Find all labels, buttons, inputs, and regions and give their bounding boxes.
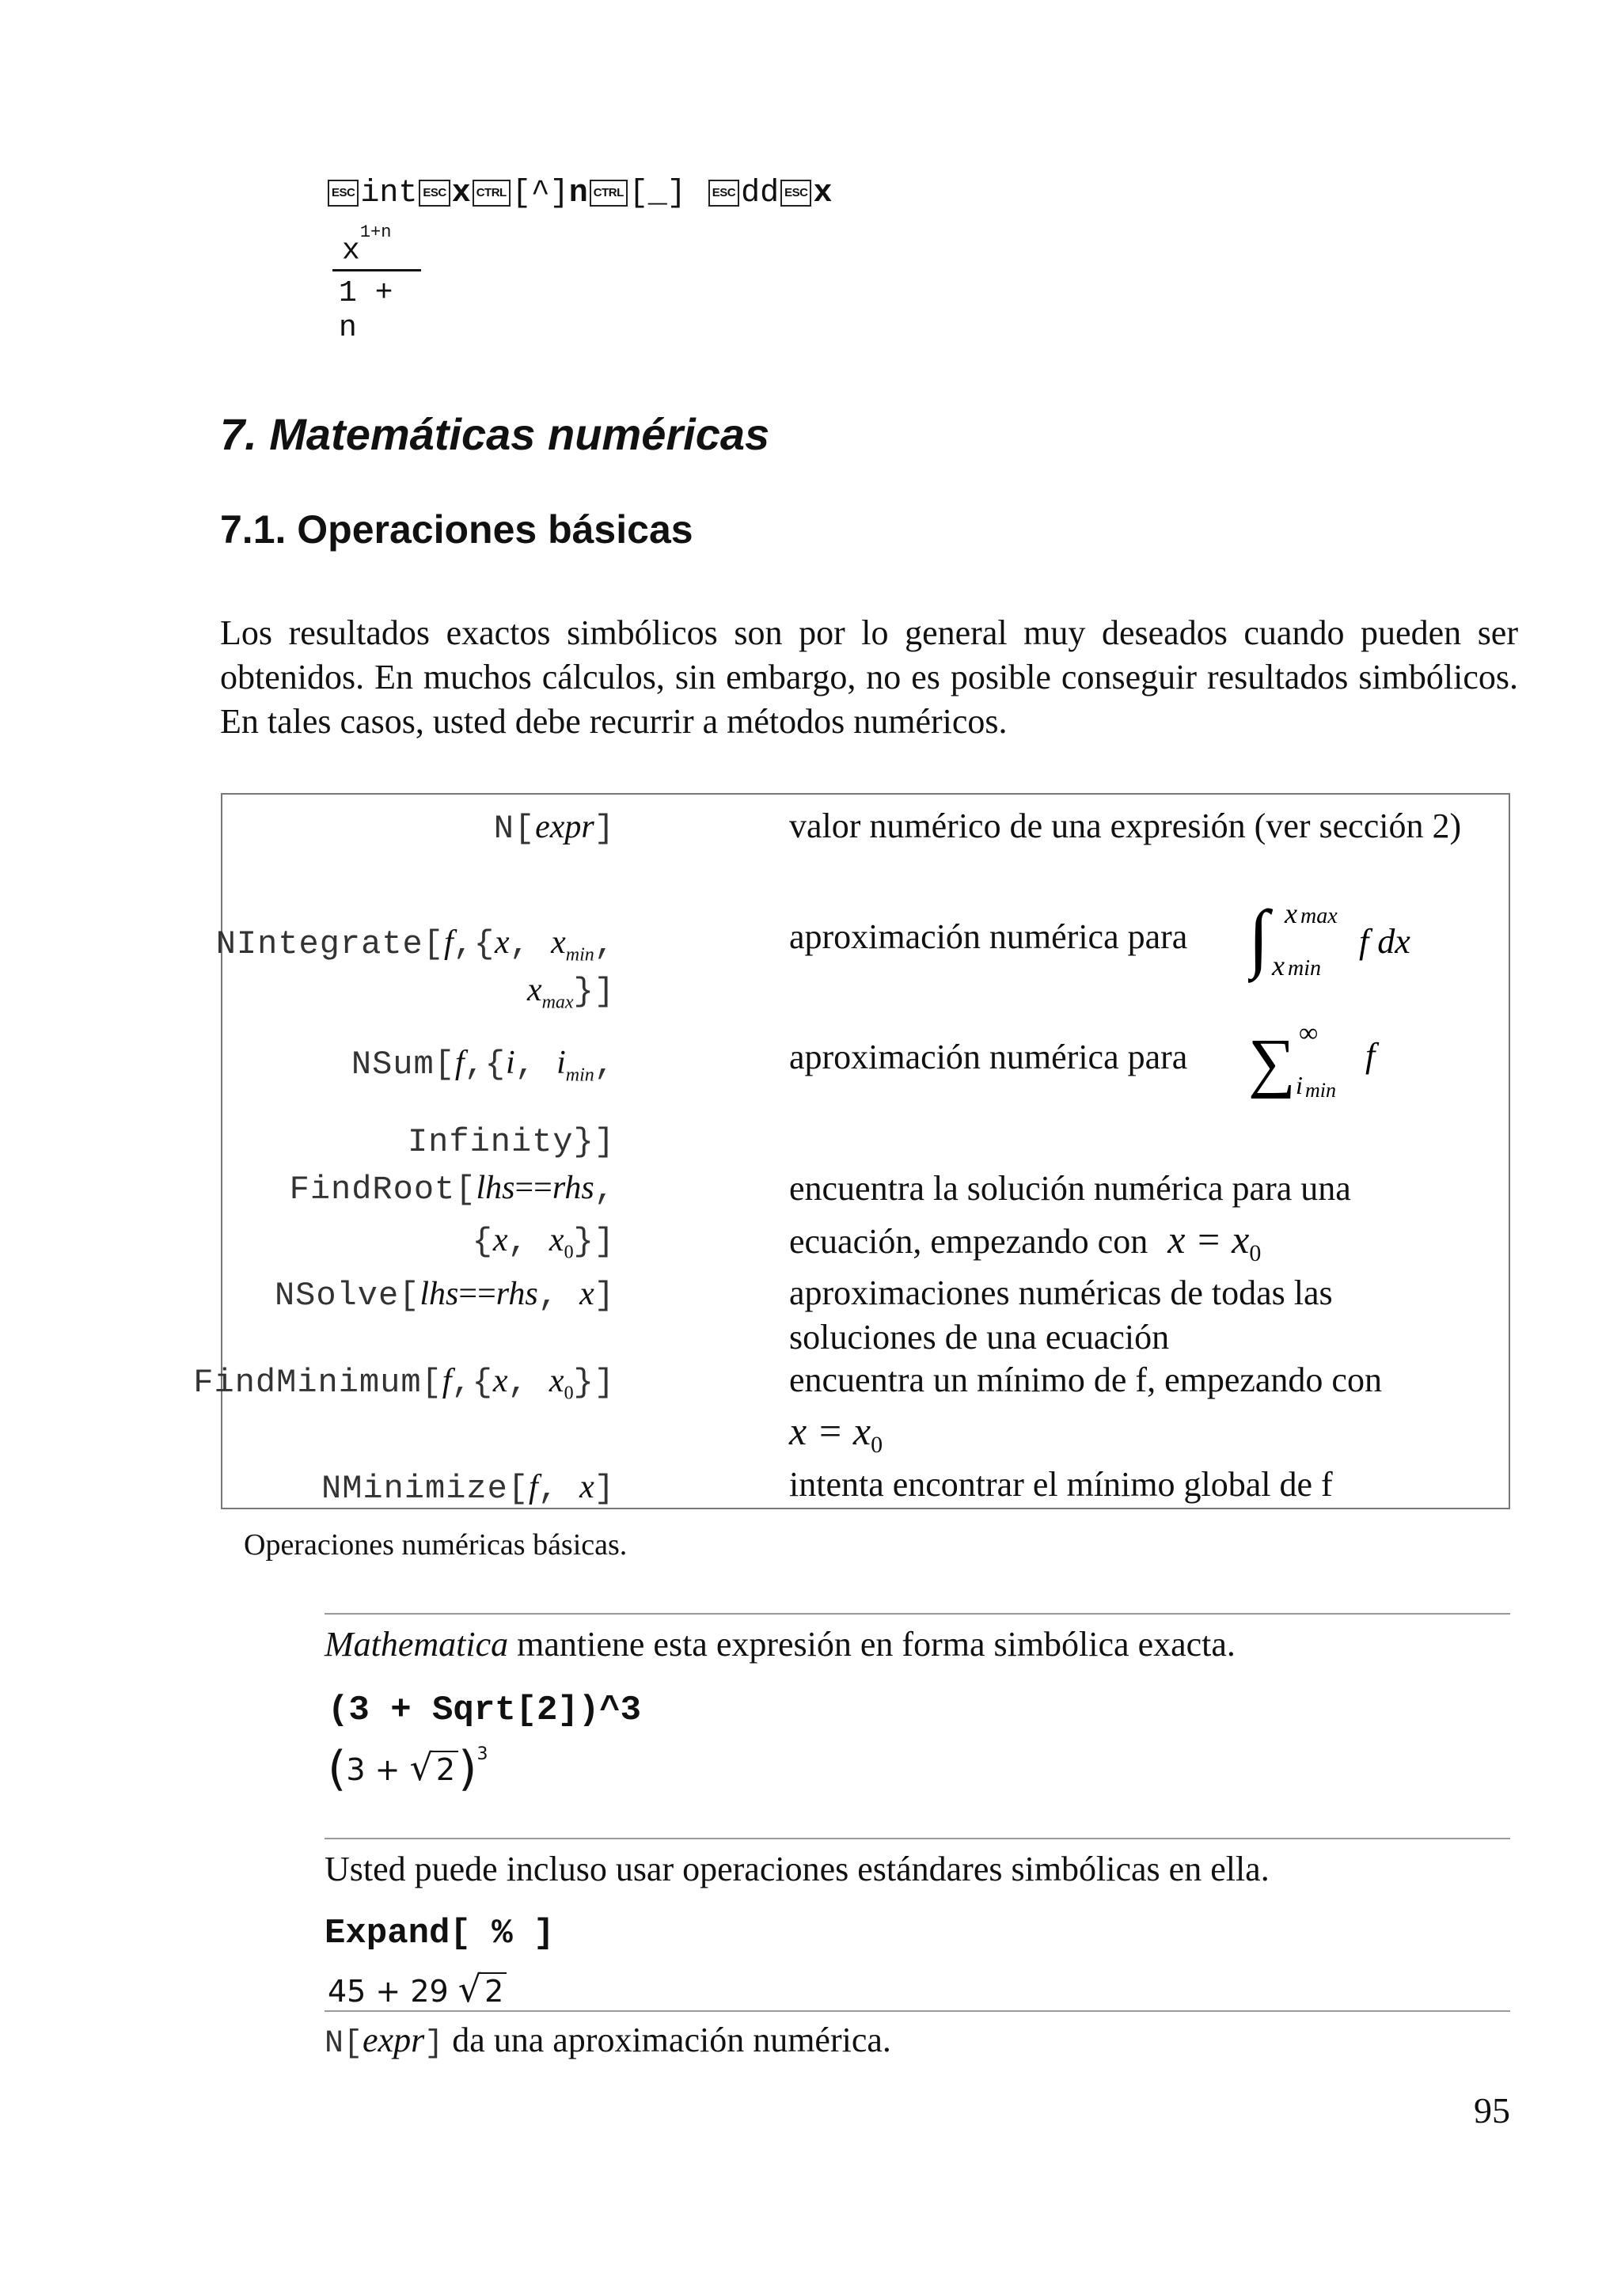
keystroke-x-final: x [813,175,833,211]
divider [325,2010,1510,2012]
table-caption: Operaciones numéricas básicas. [244,1528,628,1562]
table-row-desc: encuentra la solución numérica para una [789,1169,1351,1208]
keystroke-n: n [568,175,588,211]
svg-text:f dx: f dx [1359,922,1410,961]
esc-key-icon: ESC [780,180,811,207]
table-row-cmd-cont: $x_{max}$}] [526,972,615,1013]
numeric-functions-table [193,793,1510,1509]
table-row-desc: intenta encontrar el mínimo global de f [789,1465,1333,1504]
divider [325,1838,1510,1839]
fraction-bar [332,269,421,271]
table-row-cmd: N[expr] [493,809,615,848]
svg-text:f: f [1365,1036,1376,1075]
svg-text:∑: ∑ [1248,1026,1296,1099]
keystroke-input-line [326,176,832,211]
example-output: 45 + 29 √ 2 [328,1968,507,2010]
fraction-numerator: $x^{1+n}$ [342,222,392,268]
table-row-desc: encuentra un mínimo de f, empezando con [789,1361,1382,1399]
esc-key-icon: ESC [328,180,359,207]
table-row-cmd-cont: {x, $x_0$}] [472,1222,615,1263]
table-row-desc: aproximaciones numéricas de todas las soluciones de una ecuación [789,1273,1333,1357]
keystroke-underscore: [_] [628,175,686,211]
esc-key-icon: ESC [419,180,450,207]
table-row-cmd: FindRoot[lhs==rhs, [289,1170,615,1209]
keystroke-caret: [^] [511,175,569,211]
integral-symbol-icon [1248,896,1486,983]
svg-text:x: x [1285,898,1297,929]
chapter-title: 7. Matemáticas numéricas [220,409,770,459]
table-row-desc-cont: $x = x_0$ [789,1409,883,1458]
intro-paragraph: Los resultados exactos simbólicos son por lo general muy deseados cuando pueden ser obtenidos. En muchos cálculos, sin embargo, no es posible conseguir resultados simbólicos. En tales casos, usted debe recurrir a métodos numéricos. [220,613,1518,741]
example-input: (3 + Sqrt[2])^3 [328,1691,642,1730]
ctrl-key-icon: CTRL [473,180,511,207]
table-row-desc: valor numérico de una expresión (ver sección 2) [789,806,1462,845]
keystroke-dd: dd [741,175,780,211]
svg-text:min: min [1305,1079,1336,1102]
table-row-cmd: NSum[f,{i, $i_{min}$, [351,1045,615,1086]
table-row-cmd: NIntegrate[f,{x, $x_{min}$, [215,924,615,966]
divider [325,1613,1510,1615]
keystroke-x: x [451,175,471,211]
ctrl-key-icon: CTRL [590,180,628,207]
svg-text:∞: ∞ [1299,1019,1319,1048]
table-row-desc: aproximación numérica para ∫ x max x min f dx [789,915,1486,959]
table-row-desc: aproximación numérica para ∑ ∞ i min f [789,1035,1486,1080]
page-number: 95 [1474,2090,1510,2131]
table-row-cmd: NSolve[lhs==rhs, x] [274,1276,615,1315]
example-output: (3 + √ 2)$^3$ [328,1741,488,1797]
example-text: N[expr] da una aproximación numérica. [325,2021,891,2062]
svg-text:min: min [1288,956,1321,981]
table-row-cmd-cont: Infinity}] [407,1123,615,1161]
summation-symbol-icon [1248,1019,1407,1106]
fraction-denominator: 1 + n [339,276,393,345]
section-title: 7.1. Operaciones básicas [220,507,693,552]
svg-text:max: max [1300,904,1338,928]
example-text: Mathematica mantiene esta expresión en forma simbólica exacta. [325,1625,1236,1664]
table-row-cmd: NMinimize[f, x] [321,1469,615,1508]
esc-key-icon: ESC [708,180,739,207]
integral-result-fraction [332,222,421,346]
example-input: Expand[ % ] [325,1914,555,1953]
svg-text:∫: ∫ [1248,896,1270,979]
example-text: Usted puede incluso usar operaciones estándares simbólicas en ella. [325,1850,1270,1888]
keystroke-int: int [360,175,418,211]
table-row-desc-cont: ecuación, empezando con $x = x_0$ [789,1217,1262,1266]
table-row-cmd: FindMinimum[f,{x, $x_0$}] [193,1363,615,1404]
svg-text:i: i [1296,1071,1303,1099]
svg-text:x: x [1272,950,1285,981]
